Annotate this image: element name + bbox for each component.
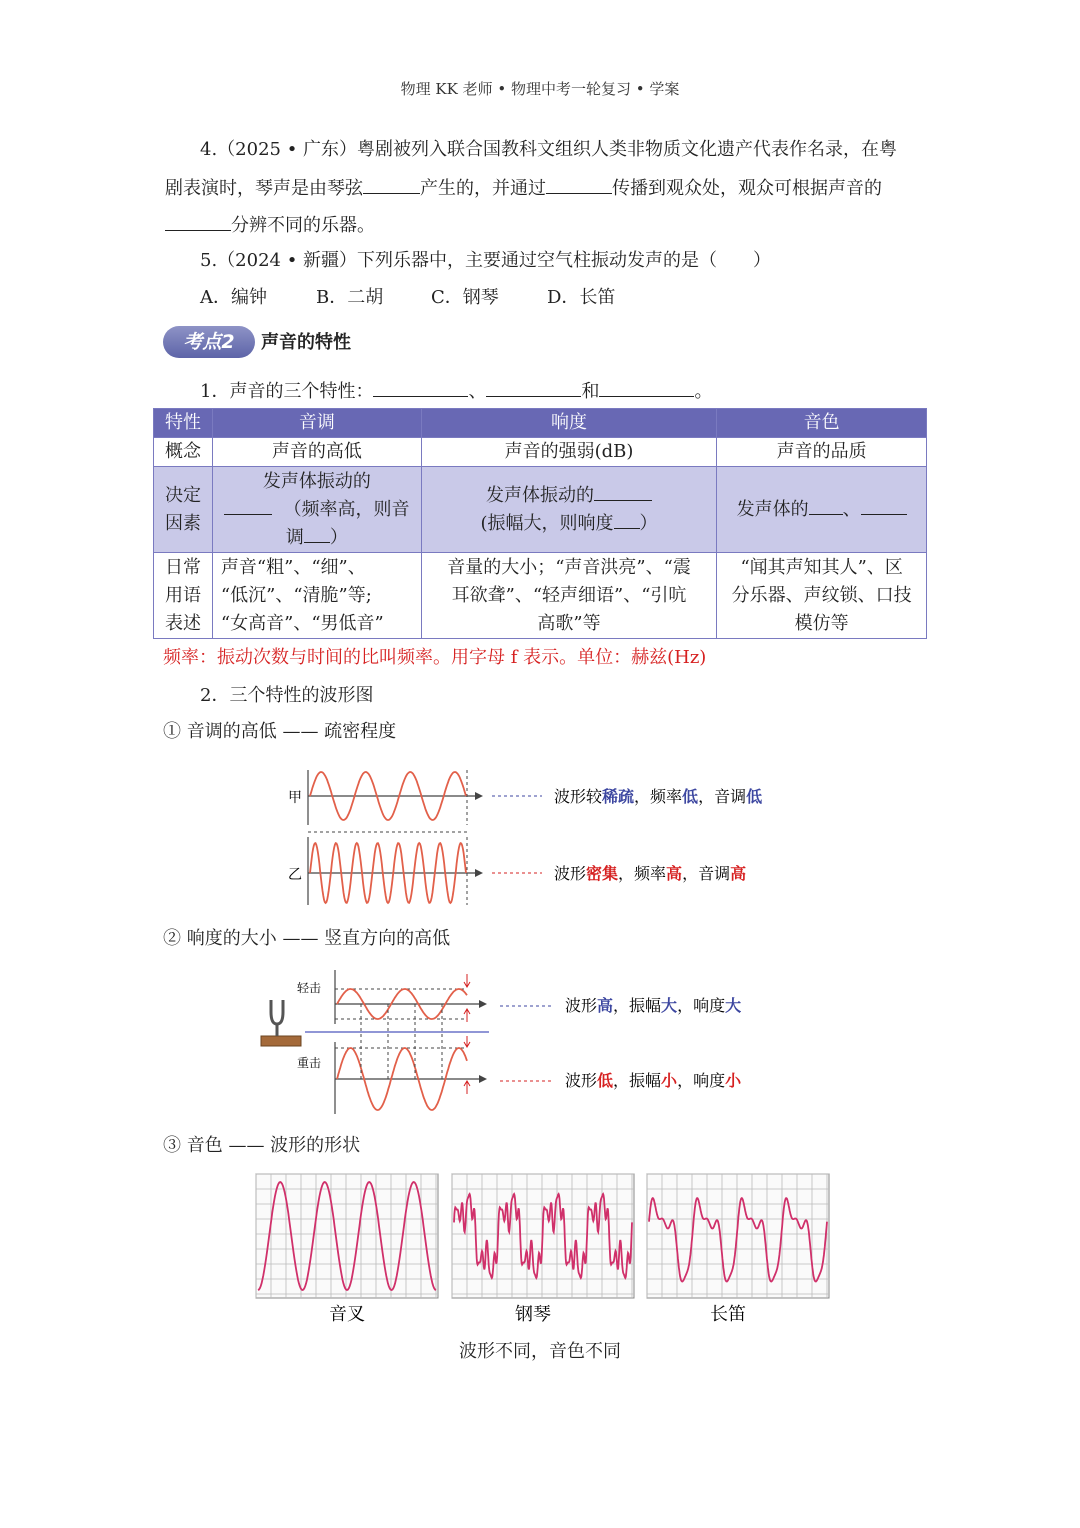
- factor-label-2: 因素: [164, 512, 201, 534]
- q4-text-d: 分辨不同的乐器。: [231, 215, 375, 236]
- desc-keyword: 大: [661, 996, 678, 1015]
- sub1-title: ① 音调的高低 —— 疏密程度: [163, 721, 397, 742]
- amplitude-arrow-icon: [464, 974, 470, 987]
- q4-text-a: 剧表演时，琴声是由琴弦: [165, 178, 363, 199]
- label-jia: 甲: [288, 790, 302, 806]
- sub3-title: ③ 音色 —— 波形的形状: [163, 1135, 361, 1156]
- arrow-head-icon: [479, 1000, 487, 1008]
- desc-keyword: 低: [682, 787, 699, 806]
- timbre-blank-1[interactable]: [809, 496, 843, 515]
- q4-blank-3[interactable]: [165, 212, 231, 231]
- loud-factor-close: ）: [639, 512, 658, 534]
- daily-label-1: 日常: [164, 556, 201, 578]
- tuning-fork-icon: [271, 1000, 283, 1036]
- desc-text: ，响度: [677, 996, 726, 1015]
- loudness-factor-cell: [421, 467, 717, 553]
- pitch-blank-2[interactable]: [304, 524, 330, 543]
- arrow-head-icon: [479, 1075, 487, 1083]
- oscilloscope-frame: [256, 1174, 438, 1298]
- daily-label-3: 表述: [164, 612, 201, 634]
- item1-sep1: 、: [468, 381, 487, 402]
- section-title: 声音的特性: [261, 332, 351, 353]
- table-header-row: [154, 409, 927, 438]
- q5-option-a[interactable]: A．编钟: [200, 287, 267, 308]
- daily-label-2: 用语: [164, 584, 201, 606]
- pitch-factor-line2: （频率高，则音: [283, 498, 410, 520]
- pitch-factor-cell: [212, 467, 421, 553]
- desc-text: ，频率: [634, 787, 683, 806]
- timbre-sep: 、: [842, 498, 861, 520]
- pitch-desc-b: [554, 864, 746, 883]
- q4-blank-2[interactable]: [546, 175, 612, 194]
- label-heavy-strike: 重击: [297, 1056, 322, 1070]
- timbre-label-flute: 长笛: [710, 1304, 746, 1325]
- desc-text: 波形: [565, 996, 598, 1015]
- daily-pitch-2: “低沉”、“清脆”等;: [220, 584, 372, 606]
- desc-text: 波形: [554, 864, 587, 883]
- q4-text-c: 传播到观众处，观众可根据声音的: [612, 178, 882, 199]
- q5-option-c[interactable]: C．钢琴: [431, 287, 499, 308]
- amplitude-arrow-icon: [464, 1081, 470, 1094]
- label-yi: 乙: [288, 867, 302, 883]
- item2-title: 2．三个特性的波形图: [200, 685, 374, 706]
- desc-keyword: 稀疏: [602, 787, 635, 806]
- timbre-caption: 波形不同，音色不同: [459, 1341, 621, 1362]
- desc-keyword: 小: [725, 1071, 742, 1090]
- q4-text-b: 产生的，并通过: [420, 178, 546, 199]
- q4-blank-1[interactable]: [363, 175, 420, 194]
- table-cell: [154, 553, 213, 639]
- item1-blank-1[interactable]: [373, 378, 468, 397]
- table-header-cell: 特性: [154, 409, 213, 438]
- timbre-label-piano: 钢琴: [515, 1304, 551, 1325]
- desc-text: ，频率: [618, 864, 667, 883]
- q4-line2: [165, 175, 882, 201]
- table-cell: 声音的强弱(dB): [421, 438, 717, 467]
- table-cell: 声音的品质: [717, 438, 927, 467]
- table-header-cell: 音色: [717, 409, 927, 438]
- desc-text: ，音调: [698, 787, 747, 806]
- page-header: 物理 KK 老师 • 物理中考一轮复习 • 学案: [400, 80, 680, 98]
- table-header-cell: 音调: [212, 409, 421, 438]
- desc-keyword: 高: [730, 864, 747, 883]
- sub2-title: ② 响度的大小 —— 竖直方向的高低: [163, 928, 451, 949]
- amplitude-arrow-icon: [464, 1036, 470, 1047]
- pitch-desc-a: [554, 787, 762, 806]
- fork-base: [261, 1036, 301, 1046]
- timbre-waveform-figure: [252, 1170, 832, 1330]
- daily-loud-2: 耳欲聋”、“轻声细语”、“引吭: [451, 584, 687, 606]
- desc-text: ，音调: [682, 864, 731, 883]
- arrow-head-icon: [475, 792, 483, 800]
- pitch-blank-1[interactable]: [224, 496, 272, 515]
- q5-option-b[interactable]: B．二胡: [316, 287, 384, 308]
- table-cell: [212, 553, 421, 639]
- daily-timbre-2: 分乐器、声纹锁、口技: [731, 584, 912, 606]
- frequency-note: 频率：振动次数与时间的比叫频率。用字母 f 表示。单位：赫兹(Hz): [163, 647, 707, 668]
- table-row-concept: [154, 438, 927, 467]
- desc-text: ，振幅: [613, 1071, 662, 1090]
- desc-text: ，振幅: [613, 996, 662, 1015]
- desc-keyword: 高: [597, 996, 614, 1015]
- q4-line1: 4.（2025 • 广东）粤剧被列入联合国教科文组织人类非物质文化遗产代表作名录，在粤: [200, 139, 898, 160]
- oscilloscope-frame: [647, 1174, 829, 1298]
- q5-stem: 5.（2024 • 新疆）下列乐器中，主要通过空气柱振动发声的是（ ）: [200, 250, 772, 271]
- item1-end: 。: [694, 381, 713, 402]
- factor-label-1: 决定: [164, 484, 201, 506]
- table-header-cell: 响度: [421, 409, 717, 438]
- timbre-factor-cell: [717, 467, 927, 553]
- loud-factor-line2: (振幅大，则响度: [480, 512, 614, 534]
- timbre-blank-2[interactable]: [861, 496, 907, 515]
- loud-desc-b: [565, 1071, 742, 1090]
- loud-blank-2[interactable]: [614, 510, 640, 529]
- loudness-waveform-figure: [255, 962, 775, 1122]
- desc-text: 波形较: [554, 787, 603, 806]
- amplitude-arrow-icon: [464, 1009, 470, 1022]
- pitch-factor-line3: 调: [285, 526, 304, 548]
- daily-timbre-1: “闻其声知其人”、区: [740, 556, 903, 578]
- table-cell: [154, 467, 213, 553]
- label-light-strike: 轻击: [297, 981, 322, 995]
- desc-keyword: 低: [597, 1071, 614, 1090]
- sound-properties-table: [153, 408, 927, 639]
- item1-sep2: 和: [581, 381, 600, 402]
- q5-option-d[interactable]: D．长笛: [547, 287, 616, 308]
- desc-keyword: 高: [666, 864, 683, 883]
- item1-blank-2[interactable]: [486, 378, 581, 397]
- pitch-factor-line1: 发声体振动的: [262, 470, 371, 492]
- desc-text: 波形: [565, 1071, 598, 1090]
- desc-keyword: 小: [661, 1071, 678, 1090]
- pitch-waveform-figure: [280, 765, 810, 915]
- loud-desc-a: [565, 996, 741, 1015]
- daily-timbre-3: 模仿等: [794, 612, 849, 634]
- timbre-factor-line1: 发声体的: [736, 498, 809, 520]
- loud-factor-line1: 发声体振动的: [486, 484, 595, 506]
- section-badge: 考点2: [163, 326, 255, 358]
- q4-line3: [165, 212, 375, 238]
- table-cell: [421, 553, 717, 639]
- item1-line: [200, 378, 712, 404]
- table-cell: [717, 553, 927, 639]
- table-row-daily: [154, 553, 927, 639]
- timbre-label-fork: 音叉: [329, 1304, 365, 1325]
- item1-prefix: 1．声音的三个特性：: [200, 381, 374, 402]
- desc-keyword: 密集: [586, 864, 619, 883]
- daily-loud-1: 音量的大小；“声音洪亮”、“震: [447, 556, 691, 578]
- table-cell: 概念: [154, 438, 213, 467]
- pitch-factor-close: ）: [329, 526, 348, 548]
- daily-loud-3: 高歌”等: [537, 612, 601, 634]
- arrow-head-icon: [475, 869, 483, 877]
- daily-pitch-3: “女高音”、“男低音”: [220, 612, 384, 634]
- item1-blank-3[interactable]: [599, 378, 694, 397]
- desc-keyword: 大: [725, 996, 742, 1015]
- desc-keyword: 低: [746, 787, 763, 806]
- table-row-factor: [154, 467, 927, 553]
- loud-blank-1[interactable]: [594, 482, 652, 501]
- daily-pitch-1: 声音“粗”、“细”、: [220, 556, 366, 578]
- desc-text: ，响度: [677, 1071, 726, 1090]
- table-cell: 声音的高低: [212, 438, 421, 467]
